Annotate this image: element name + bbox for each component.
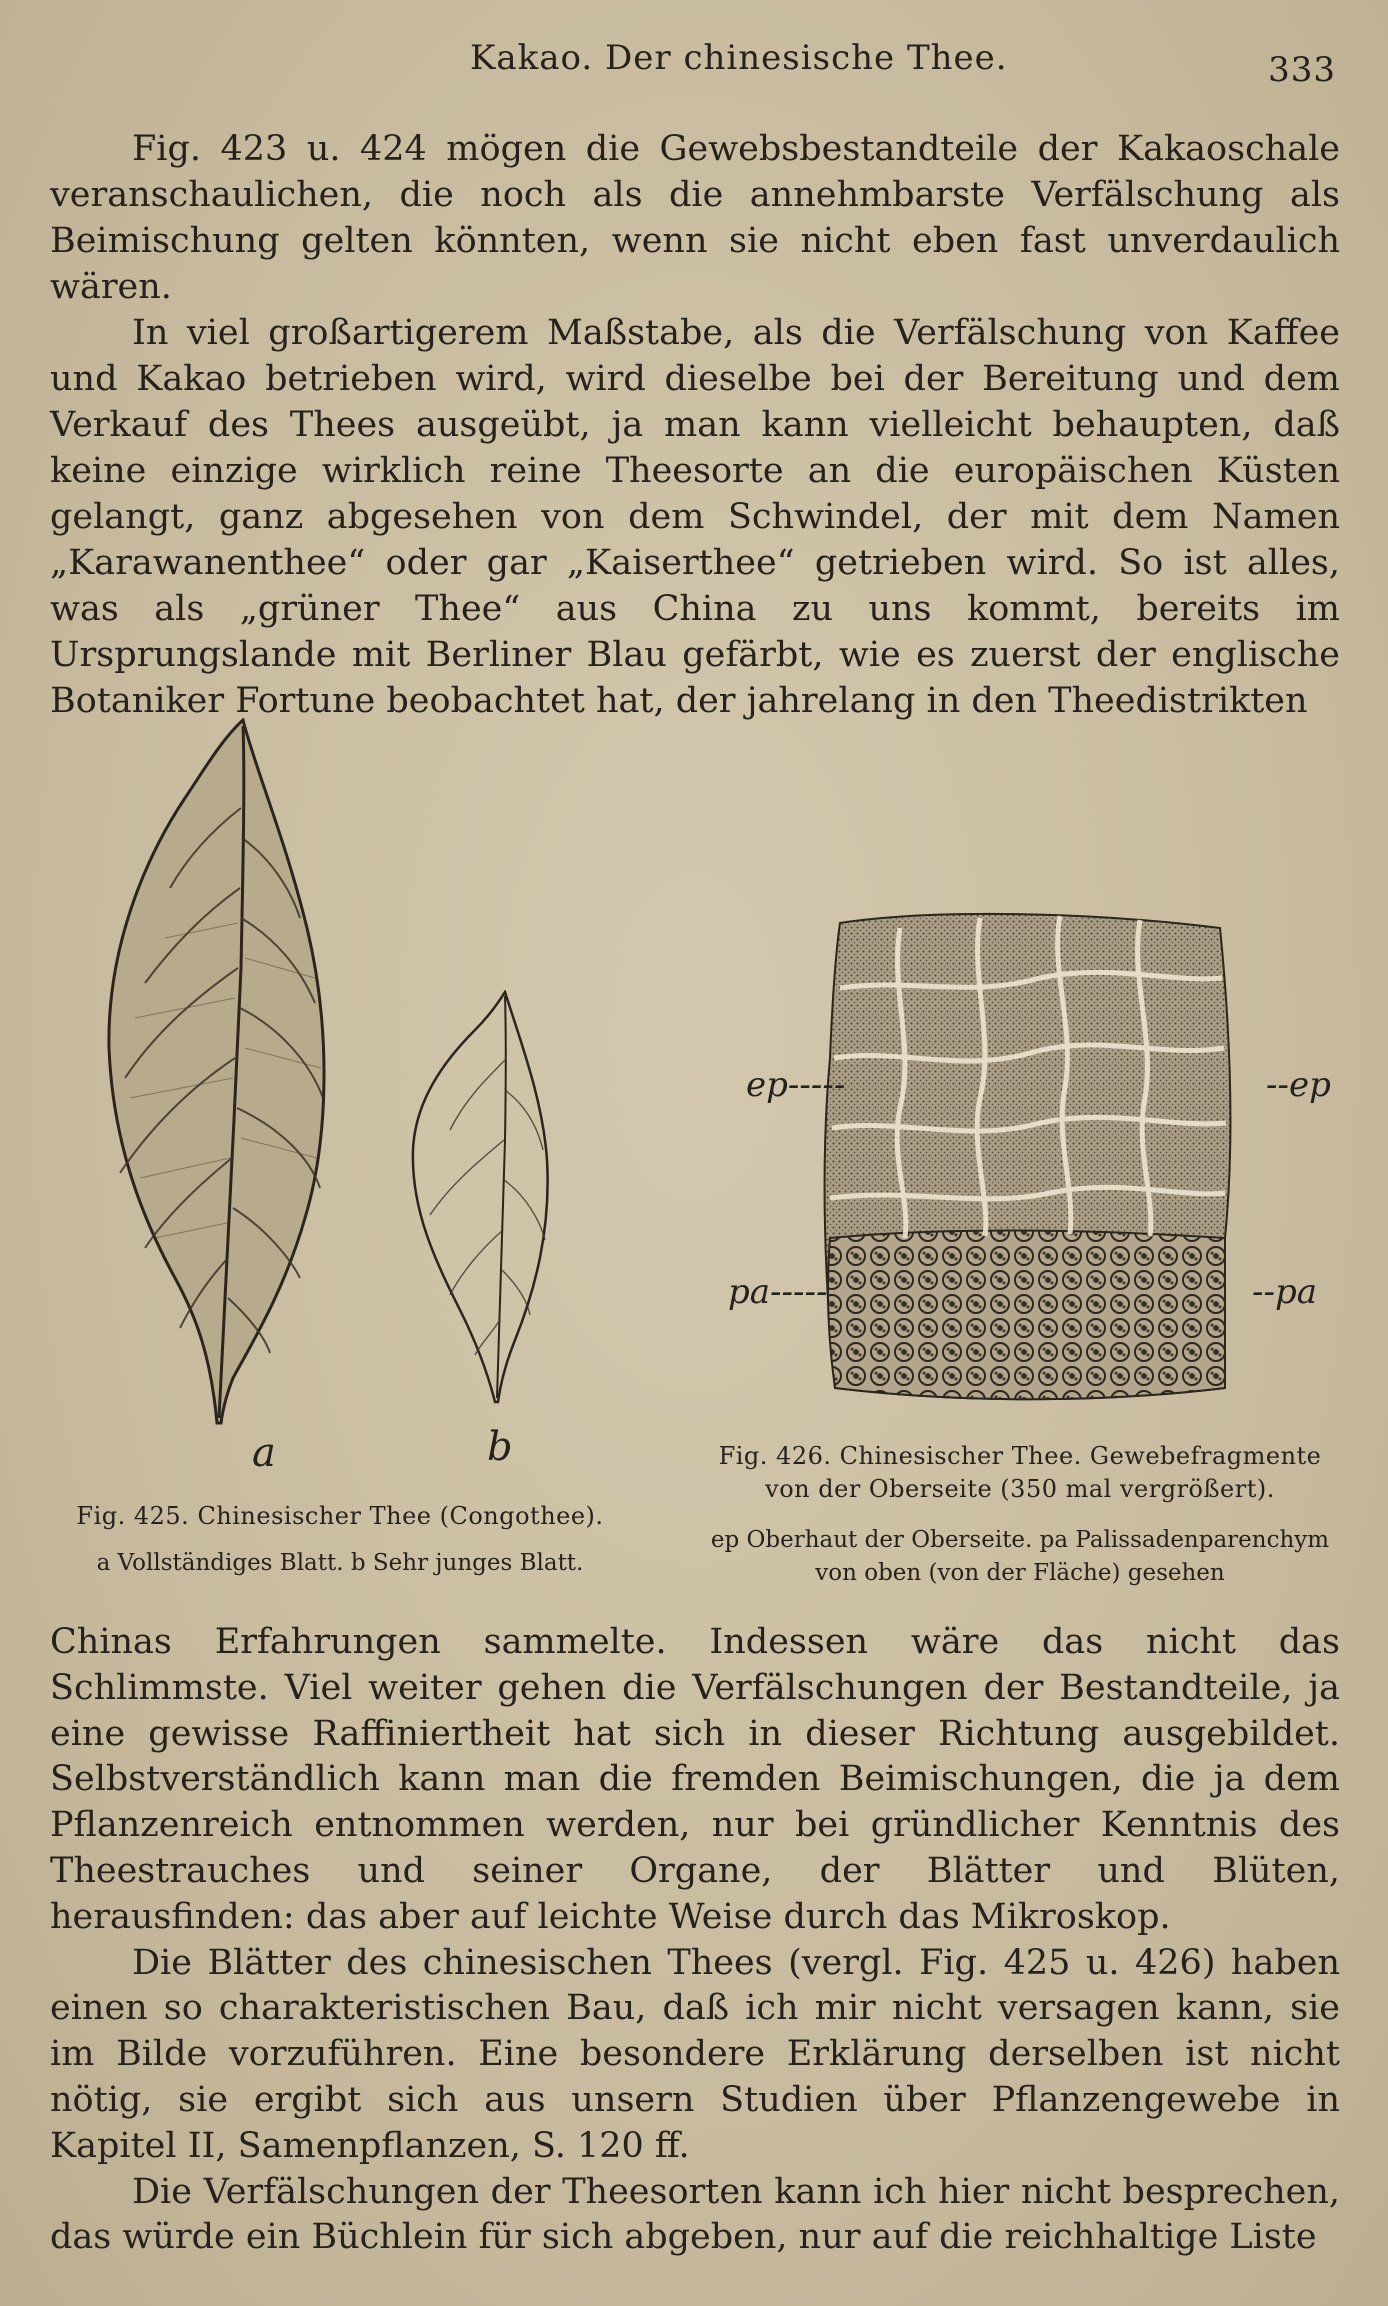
label-ep-left: ep-----: [746, 1065, 846, 1105]
figure-letter-b: b: [487, 1424, 513, 1470]
label-pa-left: pa-----: [728, 1272, 828, 1312]
leaf-a-illustration: [95, 718, 345, 1438]
figure-426-title-line1: Fig. 426. Chinesischer Thee. Gewebefragmente: [718, 1442, 1322, 1470]
label-ep-right: --ep: [1266, 1065, 1331, 1105]
figure-426-legend-line2: von oben (von der Fläche) gesehen: [815, 1560, 1225, 1586]
leaf-b-illustration: [405, 990, 555, 1410]
figure-425-caption: [60, 1500, 620, 1580]
figure-426-legend-line1: ep Oberhaut der Oberseite. pa Palissadenparenchym: [710, 1527, 1330, 1553]
label-pa-text: pa: [728, 1272, 771, 1312]
paragraph: Die Verfälschungen der Theesorten kann ich hier nicht besprechen, das würde ein Büchlein für sich abgeben, nur auf die reichhaltige Liste: [50, 2171, 1340, 2258]
figure-letter-a: a: [252, 1430, 276, 1476]
paragraph: Fig. 423 u. 424 mögen die Gewebsbestandteile der Kakaoschale veranschaulichen, die noch als die annehmbarste Verfälschung als Beimischung gelten könnten, wenn sie nicht eben fast unverdaulich wären.: [50, 129, 1340, 307]
label-ep-text: ep: [1288, 1065, 1331, 1105]
figure-426-caption: [690, 1440, 1350, 1590]
figure-425-subtitle: a Vollständiges Blatt. b Sehr junges Blatt.: [96, 1550, 584, 1576]
label-pa-right: --pa: [1252, 1272, 1318, 1312]
running-head: Kakao. Der chinesische Thee.: [470, 38, 1008, 78]
figure-area: [0, 700, 1388, 1600]
page-number: 333: [1268, 50, 1336, 90]
paragraph: Chinas Erfahrungen sammelte. Indessen wäre das nicht das Schlimmste. Viel weiter gehen die Verfälschungen der Bestandteile, ja eine gewisse Raffiniertheit hat sich in dieser Richtung ausgebildet. Selbstverständlich kann man die fremden Beimischungen, die ja dem Pflanzenreich entnommen werden, nur bei gründlicher Kenntnis des Theestrauches und seiner Organe, der Blätter und Blüten, herausfinden: das aber auf leichte Weise durch das Mikroskop.: [50, 1622, 1340, 1937]
figure-425-title: Fig. 425. Chinesischer Thee (Congothee).: [76, 1502, 604, 1530]
upper-text-block: [50, 126, 1340, 724]
paragraph: In viel großartigerem Maßstabe, als die Verfälschung von Kaffee und Kakao betrieben wird, wird dieselbe bei der Bereitung und dem Verkauf des Thees ausgeübt, ja man kann vielleicht behaupten, daß keine einzige wirklich reine Theesorte an die europäischen Küsten gelangt, ganz abgesehen von dem Schwindel, der mit dem Namen „Karawanenthee“ oder gar „Kaiserthee“ getrieben wird. So ist alles, was als „grüner Thee“ aus China zu uns kommt, bereits im Ursprungslande mit Berliner Blau gefärbt, wie es zuerst der englische Botaniker Fortune beobachtet hat, der jahrelang in den Theedistrikten: [50, 313, 1340, 721]
label-pa-text: pa: [1274, 1272, 1318, 1312]
paragraph: Die Blätter des chinesischen Thees (vergl. Fig. 425 u. 426) haben einen so charakteristischen Bau, daß ich mir nicht versagen kann, sie im Bilde vorzuführen. Eine besondere Erklärung derselben ist nicht nötig, sie ergibt sich aus unsern Studien über Pflanzengewebe in Kapitel II, Samenpflanzen, S. 120 ff.: [50, 1942, 1340, 2166]
lower-text-block: [50, 1620, 1340, 2261]
tissue-fragment-illustration: [820, 908, 1240, 1408]
label-ep-text: ep: [746, 1065, 788, 1105]
figure-426-title-line2: von der Oberseite (350 mal vergrößert).: [765, 1475, 1275, 1503]
